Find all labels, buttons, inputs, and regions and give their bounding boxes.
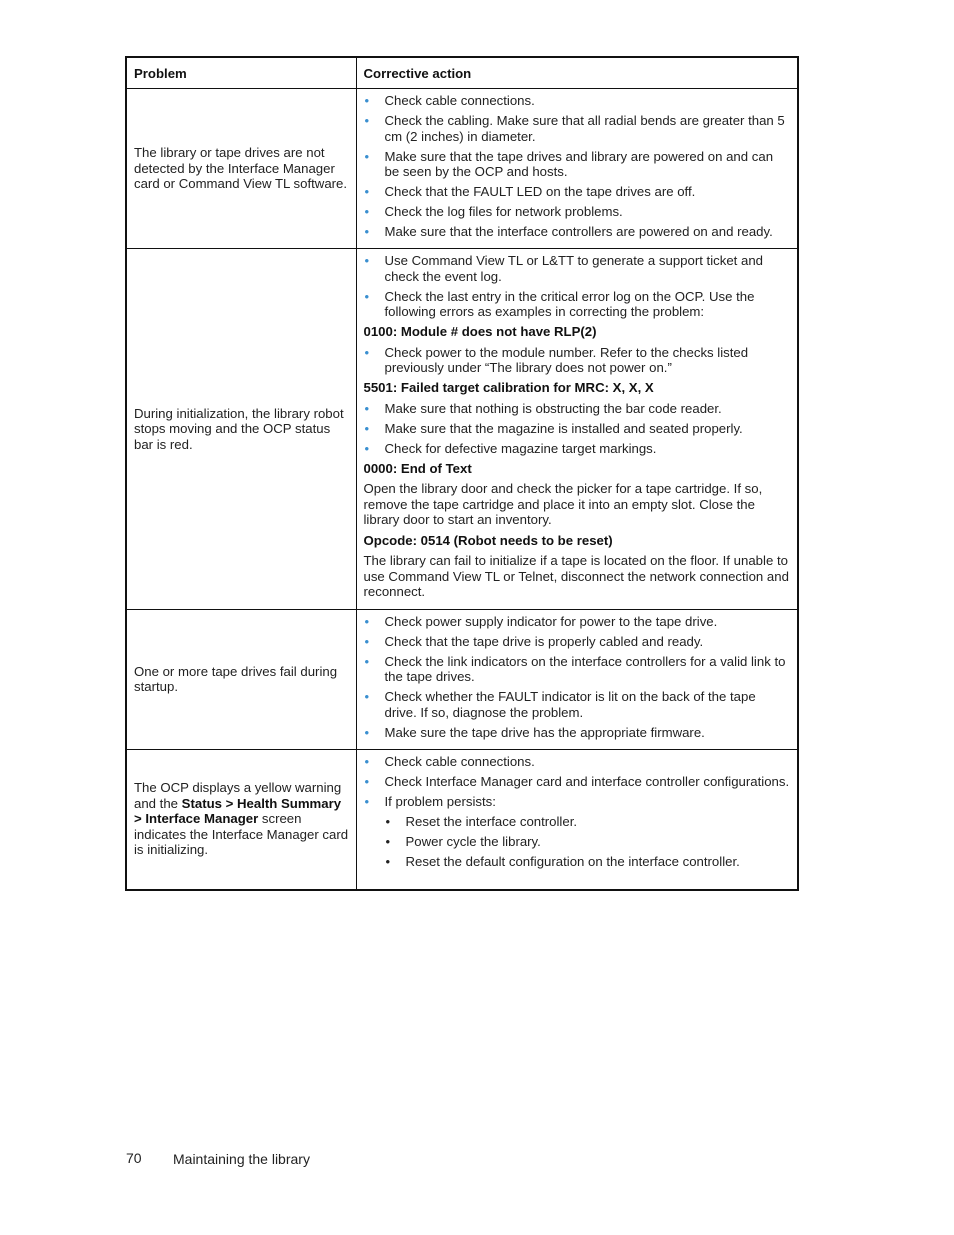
error-code-heading: 5501: Failed target calibration for MRC: X, X, X <box>363 380 654 395</box>
list-item: • Check the last entry in the critical error log on the OCP. Use the following errors as examples in correcting the problem: <box>364 289 791 320</box>
sub-list-item: • Power cycle the library. <box>364 834 791 850</box>
list-item: • Check cable connections. <box>364 93 791 109</box>
action-list <box>364 754 791 870</box>
action-list <box>364 345 791 376</box>
table-row <box>126 249 798 610</box>
sub-list-item: • Reset the default configuration on the interface controller. <box>364 854 791 870</box>
action-list <box>364 253 791 320</box>
table-row <box>126 89 798 249</box>
menu-path: Status > Health Summary > Interface Manager <box>134 795 342 827</box>
list-item: • If problem persists: <box>364 794 791 810</box>
problem-cell: One or more tape drives fail during startup. <box>126 609 356 749</box>
list-item: • Check cable connections. <box>364 754 791 770</box>
action-cell <box>356 749 798 890</box>
problem-cell: The library or tape drives are not detected by the Interface Manager card or Command View TL software. <box>126 89 356 249</box>
list-item: • Make sure that the interface controllers are powered on and ready. <box>364 224 791 240</box>
list-item: • Check power to the module number. Refer to the checks listed previously under “The library does not power on.” <box>364 345 791 376</box>
list-item: • Use Command View TL or L&TT to generate a support ticket and check the event log. <box>364 253 791 284</box>
action-list <box>364 401 791 457</box>
table-row <box>126 749 798 890</box>
error-code-heading: Opcode: 0514 (Robot needs to be reset) <box>363 532 613 548</box>
list-item: • Make sure that the tape drives and library are powered on and can be seen by the OCP and hosts. <box>364 149 791 180</box>
page-number: 70 <box>126 1150 142 1166</box>
action-list <box>364 93 791 240</box>
table-header-row <box>126 57 798 89</box>
list-item: • Make sure that nothing is obstructing the bar code reader. <box>364 401 791 417</box>
problem-cell <box>126 749 356 890</box>
error-code-heading: 0100: Module # does not have RLP(2) <box>363 324 597 339</box>
list-item: • Check the link indicators on the interface controllers for a valid link to the tape drives. <box>364 654 791 685</box>
list-item: • Check the cabling. Make sure that all radial bends are greater than 5 cm (2 inches) in diameter. <box>364 113 791 144</box>
paragraph: Open the library door and check the picker for a tape cartridge. If so, remove the tape cartridge and place it into an empty slot. Close the library door to start an inventory. <box>363 481 763 527</box>
section-title: Maintaining the library <box>173 1151 310 1167</box>
list-item: • Make sure that the magazine is installed and seated properly. <box>364 421 791 437</box>
list-item: • Check Interface Manager card and interface controller configurations. <box>364 774 791 790</box>
problem-text: The OCP displays a yellow warning and the <box>134 780 342 811</box>
action-list <box>364 614 791 741</box>
list-item: • Check the log files for network problems. <box>364 204 791 220</box>
action-cell <box>356 89 798 249</box>
list-item: • Check whether the FAULT indicator is lit on the back of the tape drive. If so, diagnose the problem. <box>364 689 791 720</box>
action-cell <box>356 249 798 610</box>
problem-cell: During initialization, the library robot stops moving and the OCP status bar is red. <box>126 249 356 610</box>
troubleshooting-table <box>125 56 799 891</box>
table-row <box>126 609 798 749</box>
problem-column-header: Problem <box>126 57 356 89</box>
list-item: • Check for defective magazine target markings. <box>364 441 791 457</box>
list-item: • Make sure the tape drive has the appropriate firmware. <box>364 725 791 741</box>
problem-text: screen indicates the Interface Manager card is initializing. <box>134 811 349 858</box>
sub-list-item: • Reset the interface controller. <box>364 814 791 830</box>
paragraph: The library can fail to initialize if a tape is located on the floor. If unable to use Command View TL or Telnet, disconnect the network connection and reconnect. <box>363 553 789 599</box>
error-code-heading: 0000: End of Text <box>363 460 472 476</box>
list-item: • Check that the tape drive is properly cabled and ready. <box>364 634 791 650</box>
list-item: • Check power supply indicator for power to the tape drive. <box>364 614 791 630</box>
list-item: • Check that the FAULT LED on the tape drives are off. <box>364 184 791 200</box>
action-column-header: Corrective action <box>356 57 798 89</box>
action-cell <box>356 609 798 749</box>
